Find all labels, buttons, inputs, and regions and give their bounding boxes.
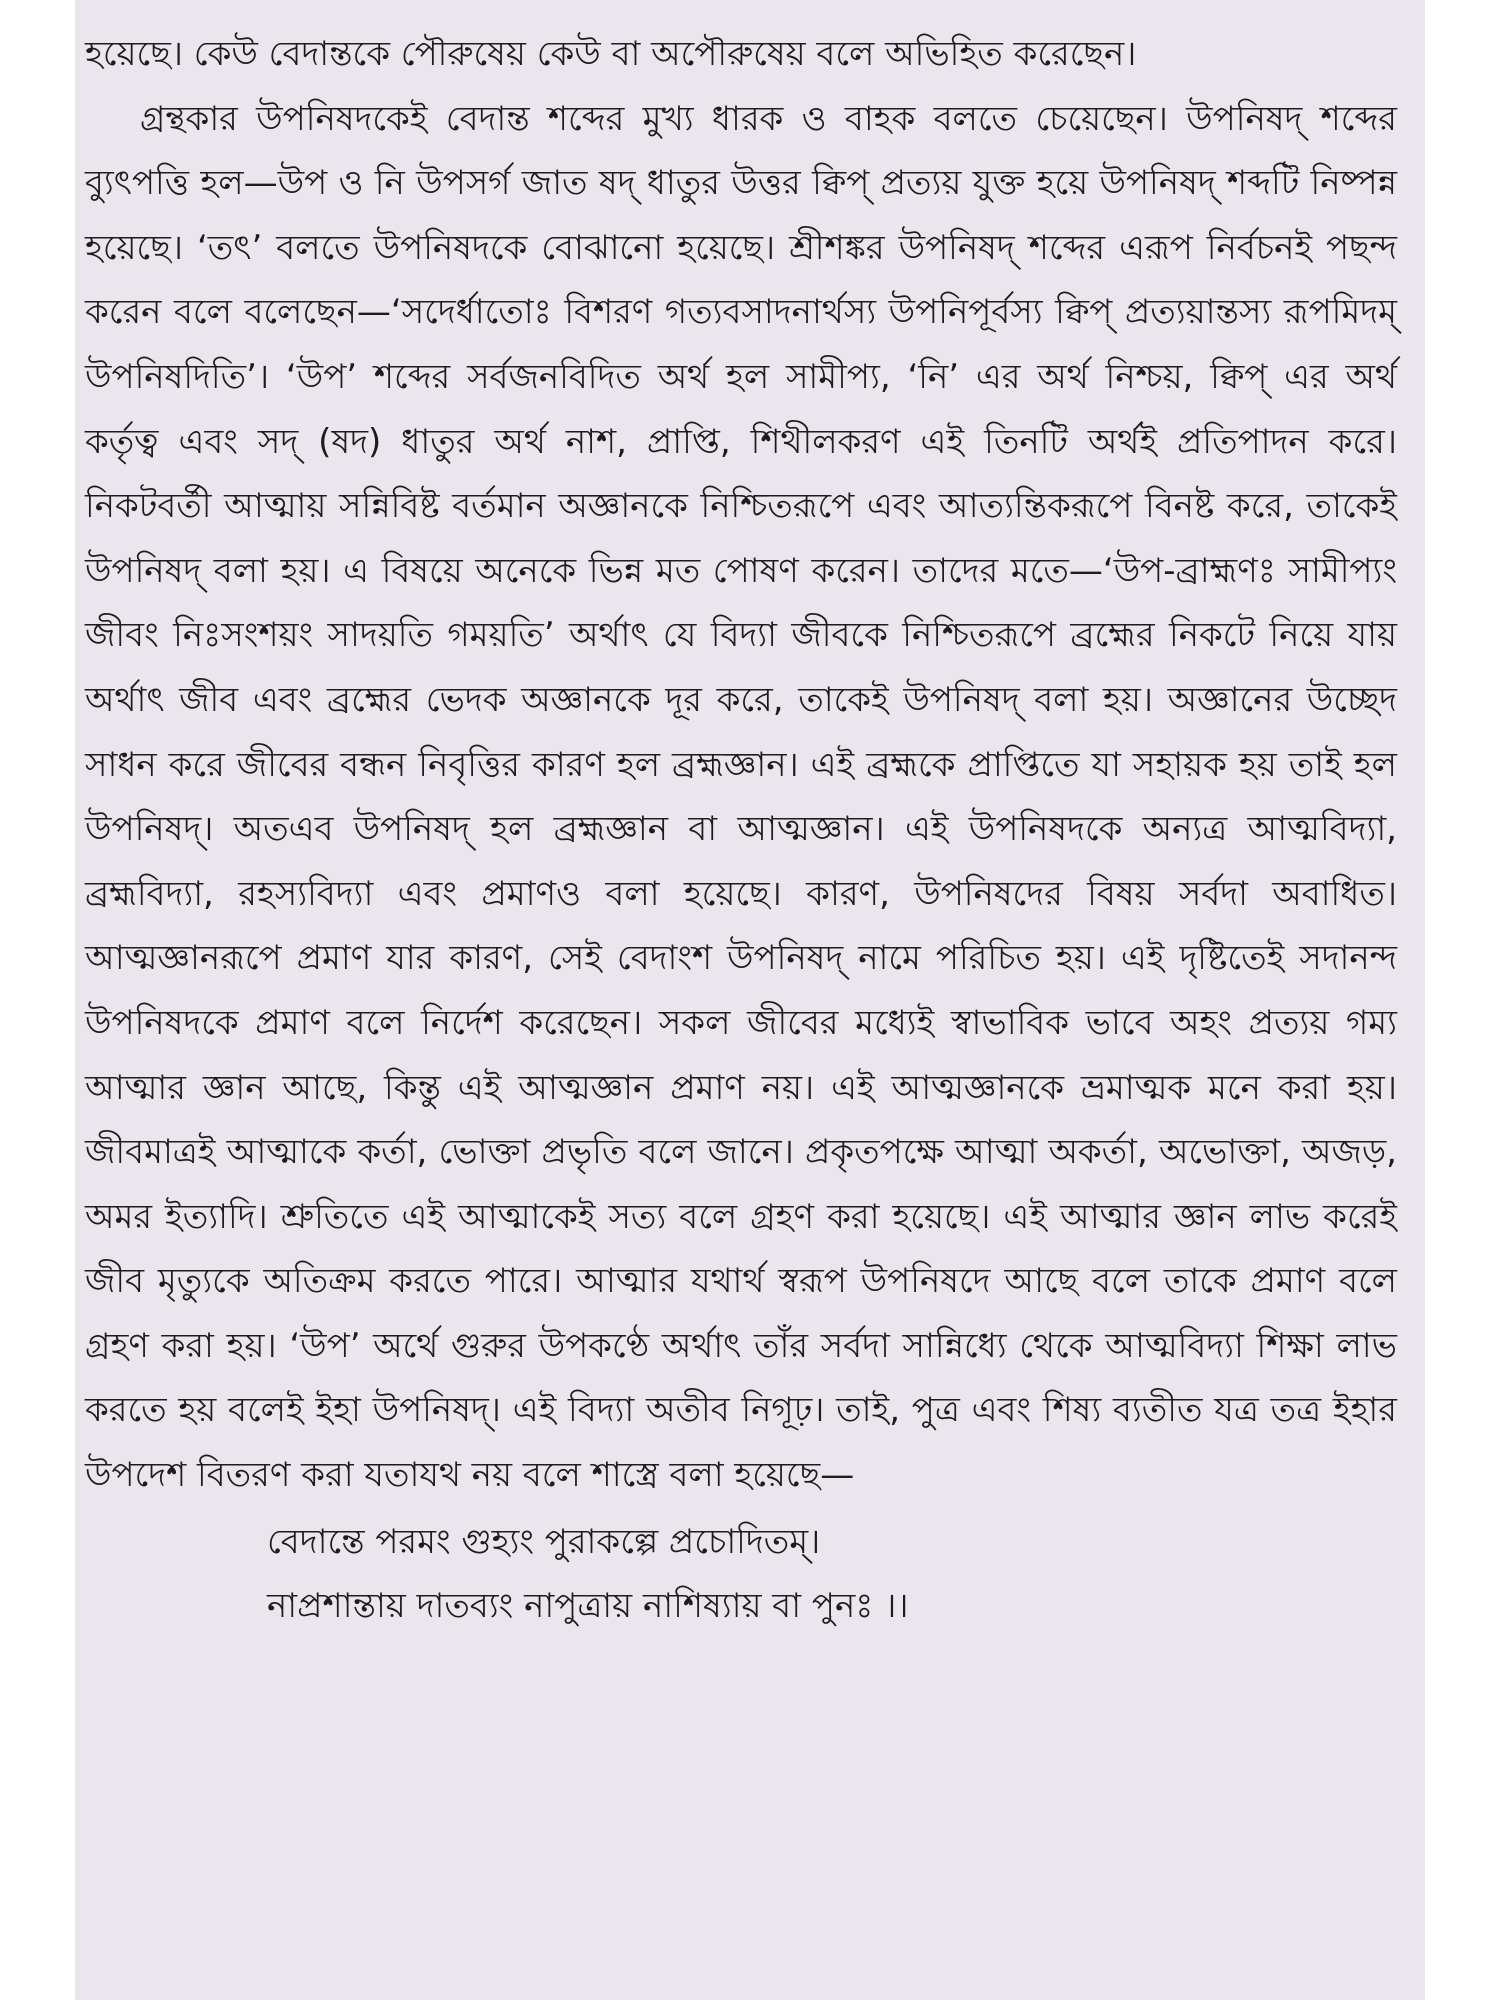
verse-line-1: বেদান্তে পরমং গুহ্যং পুরাকল্পে প্রচোদিতম্।	[267, 1521, 821, 1562]
paragraph-upanishad-etymology: গ্রন্থকার উপনিষদকেই বেদান্ত শব্দের মুখ্য ধারক ও বাহক বলতে চেয়েছেন। উপনিষদ্ শব্দের ব্যুৎপত্তি হল—উপ ও নি উপসর্গ জাত ষদ্ ধাতুর উত্তর ক্বিপ্ প্রত্যয় যুক্ত হয়ে উপনিষদ্ শব্দটি নিষ্পন্ন হয়েছে। ‘তৎ’ বলতে উপনিষদকে বোঝানো হয়েছে। শ্রীশঙ্কর উপনিষদ্ শব্দের এরূপ নির্বচনই পছন্দ করেন বলে বলেছেন—‘সদের্ধাতোঃ বিশরণ গত্যবসাদনার্থস্য উপনিপূর্বস্য ক্বিপ্ প্রত্যয়ান্তস্য রূপমিদম্ উপনিষদিতি’। ‘উপ’ শব্দের সর্বজনবিদিত অর্থ হল সামীপ্য, ‘নি’ এর অর্থ নিশ্চয়, ক্বিপ্ এর অর্থ কর্তৃত্ব এবং সদ্ (ষদ) ধাতুর অর্থ নাশ, প্রাপ্তি, শিথীলকরণ এই তিনটি অর্থই প্রতিপাদন করে। নিকটবর্তী আত্মায় সন্নিবিষ্ট বর্তমান অজ্ঞানকে নিশ্চিতরূপে এবং আত্যন্তিকরূপে বিনষ্ট করে, তাকেই উপনিষদ্ বলা হয়। এ বিষয়ে অনেকে ভিন্ন মত পোষণ করেন। তাদের মতে—‘উপ-ব্রাহ্মণঃ সামীপ্যং জীবং নিঃসংশয়ং সাদয়তি গময়তি’ অর্থাৎ যে বিদ্যা জীবকে নিশ্চিতরূপে ব্রহ্মের নিকটে নিয়ে যায় অর্থাৎ জীব এবং ব্রহ্মের ভেদক অজ্ঞানকে দূর করে, তাকেই উপনিষদ্ বলা হয়। অজ্ঞানের উচ্ছেদ সাধন করে জীবের বন্ধন নিবৃত্তির কারণ হল ব্রহ্মজ্ঞান। এই ব্রহ্মকে প্রাপ্তিতে যা সহায়ক হয় তাই হল উপনিষদ্। অতএব উপনিষদ্ হল ব্রহ্মজ্ঞান বা আত্মজ্ঞান। এই উপনিষদকে অন্যত্র আত্মবিদ্যা, ব্রহ্মবিদ্যা, রহস্যবিদ্যা এবং প্রমাণও বলা হয়েছে। কারণ, উপনিষদের বিষয় সর্বদা অবাধিত। আত্মজ্ঞানরূপে প্রমাণ যার কারণ, সেই বেদাংশ উপনিষদ্ নামে পরিচিত হয়। এই দৃষ্টিতেই সদানন্দ উপনিষদকে প্রমাণ বলে নির্দেশ করেছেন। সকল জীবের মধ্যেই স্বাভাবিক ভাবে অহং প্রত্যয় গম্য আত্মার জ্ঞান আছে, কিন্তু এই আত্মজ্ঞান প্রমাণ নয়। এই আত্মজ্ঞানকে ভ্রমাত্মক মনে করা হয়। জীবমাত্রই আত্মাকে কর্তা, ভোক্তা প্রভৃতি বলে জানে। প্রকৃতপক্ষে আত্মা অকর্তা, অভোক্তা, অজড়, অমর ইত্যাদি। শ্রুতিতে এই আত্মাকেই সত্য বলে গ্রহণ করা হয়েছে। এই আত্মার জ্ঞান লাভ করেই জীব মৃত্যুকে অতিক্রম করতে পারে। আত্মার যথার্থ স্বরূপ উপনিষদে আছে বলে তাকে প্রমাণ বলে গ্রহণ করা হয়। ‘উপ’ অর্থে গুরুর উপকণ্ঠে অর্থাৎ তাঁর সর্বদা সান্নিধ্যে থেকে আত্মবিদ্যা শিক্ষা লাভ করতে হয় বলেই ইহা উপনিষদ্। এই বিদ্যা অতীব নিগূঢ়। তাই, পুত্র এবং শিষ্য ব্যতীত যত্র তত্র ইহার উপদেশ বিতরণ করা যতাযথ নয় বলে শাস্ত্রে বলা হয়েছে—	[85, 98, 1397, 1496]
book-page	[75, 0, 1425, 2000]
paragraph-continuation: হয়েছে। কেউ বেদান্তকে পৌরুষেয় কেউ বা অপৌরুষেয় বলে অভিহিত করেছেন।	[85, 34, 1137, 74]
sanskrit-verse	[85, 1510, 1397, 1638]
verse-line-2: নাপ্রশান্তায় দাতব্যং নাপুত্রায় নাশিষ্যায় বা পুনঃ ।।	[267, 1585, 909, 1626]
